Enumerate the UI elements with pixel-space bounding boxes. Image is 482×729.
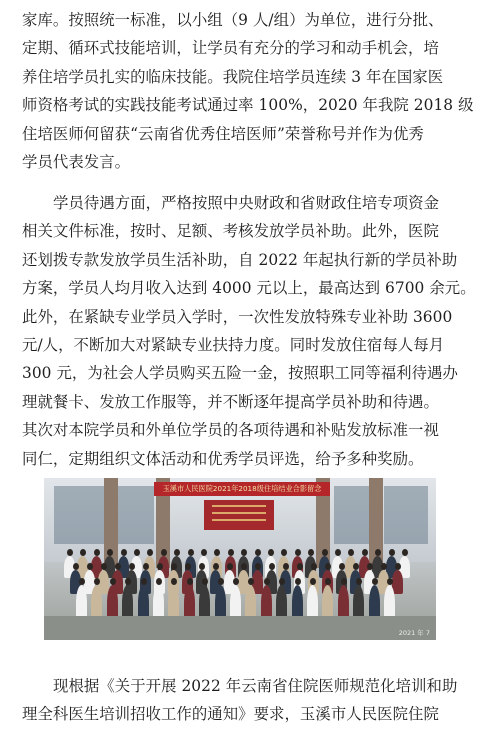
text-line: 其次对本院学员和外单位学员的各项待遇和补贴发放标准一视	[22, 421, 439, 440]
person-head	[297, 563, 303, 570]
person-head	[115, 563, 121, 570]
person-head	[372, 578, 378, 585]
ground	[44, 616, 436, 640]
person-head	[295, 578, 301, 585]
text-line: 还划拨专款发放学员生活补助，自 2022 年起执行新的学员补助	[22, 250, 458, 269]
person-head	[335, 549, 341, 556]
person-head	[171, 563, 177, 570]
person-head	[161, 549, 167, 556]
person-head	[201, 549, 207, 556]
person-head	[310, 578, 316, 585]
person-head	[156, 578, 162, 585]
text-line: 同仁，定期组织文体活动和优秀学员评选，给予多种奖励。	[22, 449, 424, 468]
person-head	[199, 563, 205, 570]
person-head	[157, 563, 163, 570]
person-head	[356, 578, 362, 585]
person-head	[67, 549, 73, 556]
text-line: 300 元，为社会人学员购买五险一金，按照职工同等福利待遇办	[22, 364, 458, 383]
text-line: 学员待遇方面，严格按照中央财政和省财政住培专项资金	[53, 194, 440, 212]
person-head	[283, 563, 289, 570]
person-head	[268, 549, 274, 556]
person-head	[218, 578, 224, 585]
photo-watermark: 2021 年 7	[398, 629, 430, 637]
person-head	[233, 578, 239, 585]
text-line: 理全科医生培训招收工作的通知》要求，玉溪市人民医院住院	[22, 705, 439, 724]
person-head	[402, 549, 408, 556]
person-head	[255, 563, 261, 570]
person-head	[110, 578, 116, 585]
person-head	[187, 578, 193, 585]
person-head	[227, 563, 233, 570]
person-head	[143, 563, 149, 570]
paragraph-benefits	[22, 189, 476, 473]
text-line: 理就餐卡、发放工作服等，并不断逐年提高学员补助和待遇。	[22, 392, 439, 411]
person-head	[353, 563, 359, 570]
person-head	[228, 549, 234, 556]
person-head	[121, 549, 127, 556]
person-head	[295, 549, 301, 556]
text-line: 养住培学员扎实的临床技能。我院住培学员连续 3 年在国家医	[22, 67, 444, 86]
person-head	[264, 578, 270, 585]
text-line: 相关文件标准，按时、足额、考核发放学员补助。此外，医院	[22, 222, 439, 241]
person-head	[311, 563, 317, 570]
person-head	[339, 563, 345, 570]
display-screen	[204, 500, 274, 530]
person-head	[395, 563, 401, 570]
text-line: 家库。按照统一标准，以小组（9 人/组）为单位，进行分批、	[22, 11, 444, 29]
person-head	[362, 549, 368, 556]
person-head	[134, 549, 140, 556]
person-head	[325, 563, 331, 570]
person-head	[213, 563, 219, 570]
person-head	[255, 549, 261, 556]
paragraph-training	[22, 6, 474, 176]
person-head	[188, 549, 194, 556]
person-head	[341, 578, 347, 585]
person-head	[269, 563, 275, 570]
group-photo	[44, 478, 436, 640]
person-head	[87, 563, 93, 570]
text-line: 住培医师何留获“云南省优秀住培医师”荣誉称号并作为优秀	[22, 124, 424, 143]
text-line: 定期、循环式技能培训，让学员有充分的学习和动手机会，培	[22, 39, 439, 58]
text-line: 此外，在紧缺专业学员入学时，一次性发放特殊专业补助 3600	[22, 307, 453, 326]
text-line: 方案，学员人均月收入达到 4000 元以上，最高达到 6700 余元。	[22, 279, 476, 298]
person-head	[322, 549, 328, 556]
person-head	[367, 563, 373, 570]
person-head	[129, 563, 135, 570]
person-head	[241, 563, 247, 570]
text-line: 现根据《关于开展 2022 年云南省住院医师规范化培训和助	[53, 677, 458, 695]
person-head	[389, 549, 395, 556]
text-line: 师资格考试的实践技能考试通过率 100%，2020 年我院 2018 级	[22, 96, 474, 115]
person-head	[387, 578, 393, 585]
person-head	[381, 563, 387, 570]
person-head	[202, 578, 208, 585]
text-line: 元/人，不断加大对紧缺专业扶持力度。同时发放住宿每人每月	[22, 335, 445, 354]
photo-banner: 玉溪市人民医院2021年2018级住培结业合影留念	[154, 482, 330, 496]
paragraph-recruitment	[22, 672, 464, 729]
person-head	[185, 563, 191, 570]
text-line: 学员代表发言。	[22, 152, 131, 171]
person-head	[73, 563, 79, 570]
person-head	[79, 578, 85, 585]
person-head	[94, 549, 100, 556]
person-head	[141, 578, 147, 585]
person-head	[101, 563, 107, 570]
